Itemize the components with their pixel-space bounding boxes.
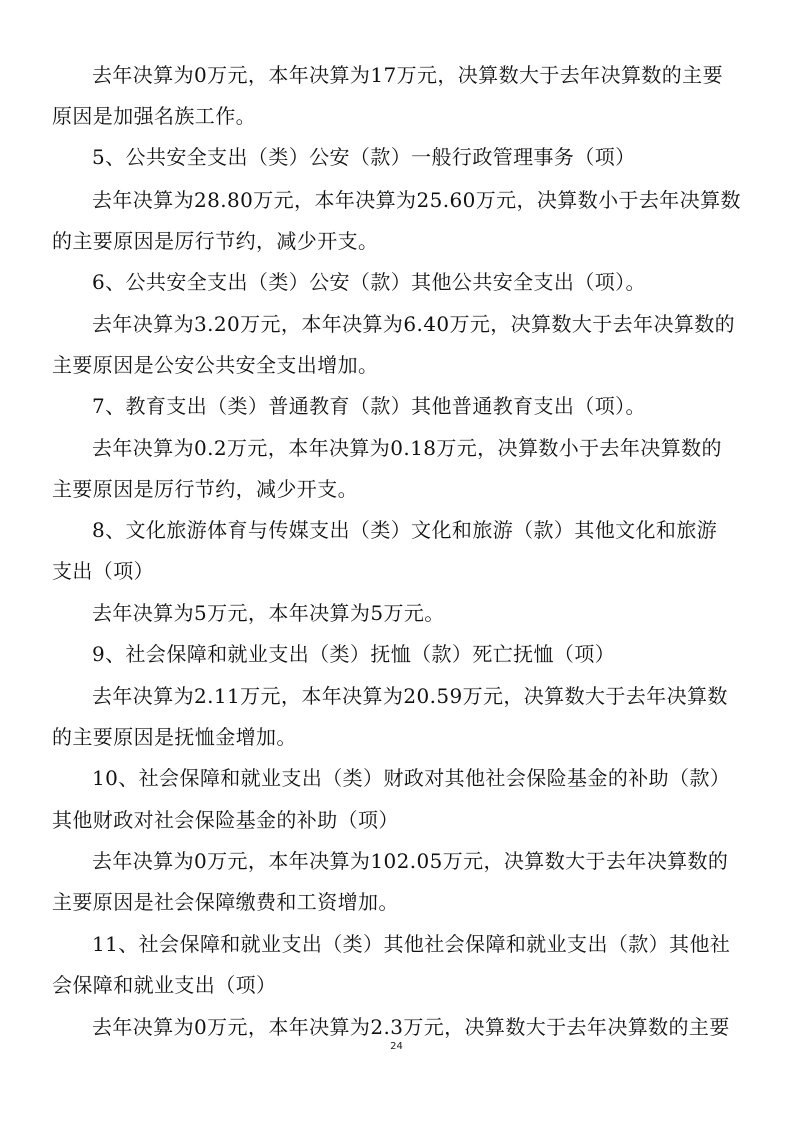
section-heading: 7、教育支出（类）普通教育（款）其他普通教育支出（项）。 <box>92 394 646 418</box>
paragraph-line: 主要原因是厉行节约，减少开支。 <box>52 477 358 501</box>
section-heading: 10、社会保障和就业支出（类）财政对其他社会保险基金的补助（款） <box>92 766 731 790</box>
paragraph-line: 去年决算为0万元，本年决算为17万元，决算数大于去年决算数的主要 <box>92 63 723 87</box>
section-heading-continuation: 其他财政对社会保险基金的补助（项） <box>52 808 399 832</box>
section-heading-continuation: 会保障和就业支出（项） <box>52 973 277 997</box>
section-heading: 9、社会保障和就业支出（类）抚恤（款）死亡抚恤（项） <box>92 642 616 666</box>
paragraph-line: 去年决算为0万元，本年决算为2.3万元，决算数大于去年决算数的主要 <box>92 1015 730 1039</box>
paragraph-line: 主要原因是社会保障缴费和工资增加。 <box>52 890 399 914</box>
paragraph-line: 的主要原因是抚恤金增加。 <box>52 725 297 749</box>
section-heading: 11、社会保障和就业支出（类）其他社会保障和就业支出（款）其他社 <box>92 932 731 956</box>
paragraph-line: 主要原因是公安公共安全支出增加。 <box>52 353 379 377</box>
paragraph-line: 去年决算为28.80万元，本年决算为25.60万元，决算数小于去年决算数 <box>92 188 741 212</box>
section-heading-continuation: 支出（项） <box>52 559 154 583</box>
paragraph-line: 原因是加强名族工作。 <box>52 104 256 128</box>
section-heading: 8、文化旅游体育与传媒支出（类）文化和旅游（款）其他文化和旅游 <box>92 518 718 542</box>
section-heading: 6、公共安全支出（类）公安（款）其他公共安全支出（项）。 <box>92 270 646 294</box>
paragraph-line: 去年决算为0万元，本年决算为102.05万元，决算数大于去年决算数的 <box>92 849 729 873</box>
page-number: 24 <box>390 1041 403 1052</box>
paragraph-line: 去年决算为5万元，本年决算为5万元。 <box>92 601 445 625</box>
section-heading: 5、公共安全支出（类）公安（款）一般行政管理事务（项） <box>92 145 636 169</box>
paragraph-line: 去年决算为3.20万元，本年决算为6.40万元，决算数大于去年决算数的 <box>92 312 736 336</box>
paragraph-line: 去年决算为0.2万元，本年决算为0.18万元，决算数小于去年决算数的 <box>92 436 722 460</box>
paragraph-line: 去年决算为2.11万元，本年决算为20.59万元，决算数大于去年决算数 <box>92 684 728 708</box>
paragraph-line: 的主要原因是厉行节约，减少开支。 <box>52 229 379 253</box>
